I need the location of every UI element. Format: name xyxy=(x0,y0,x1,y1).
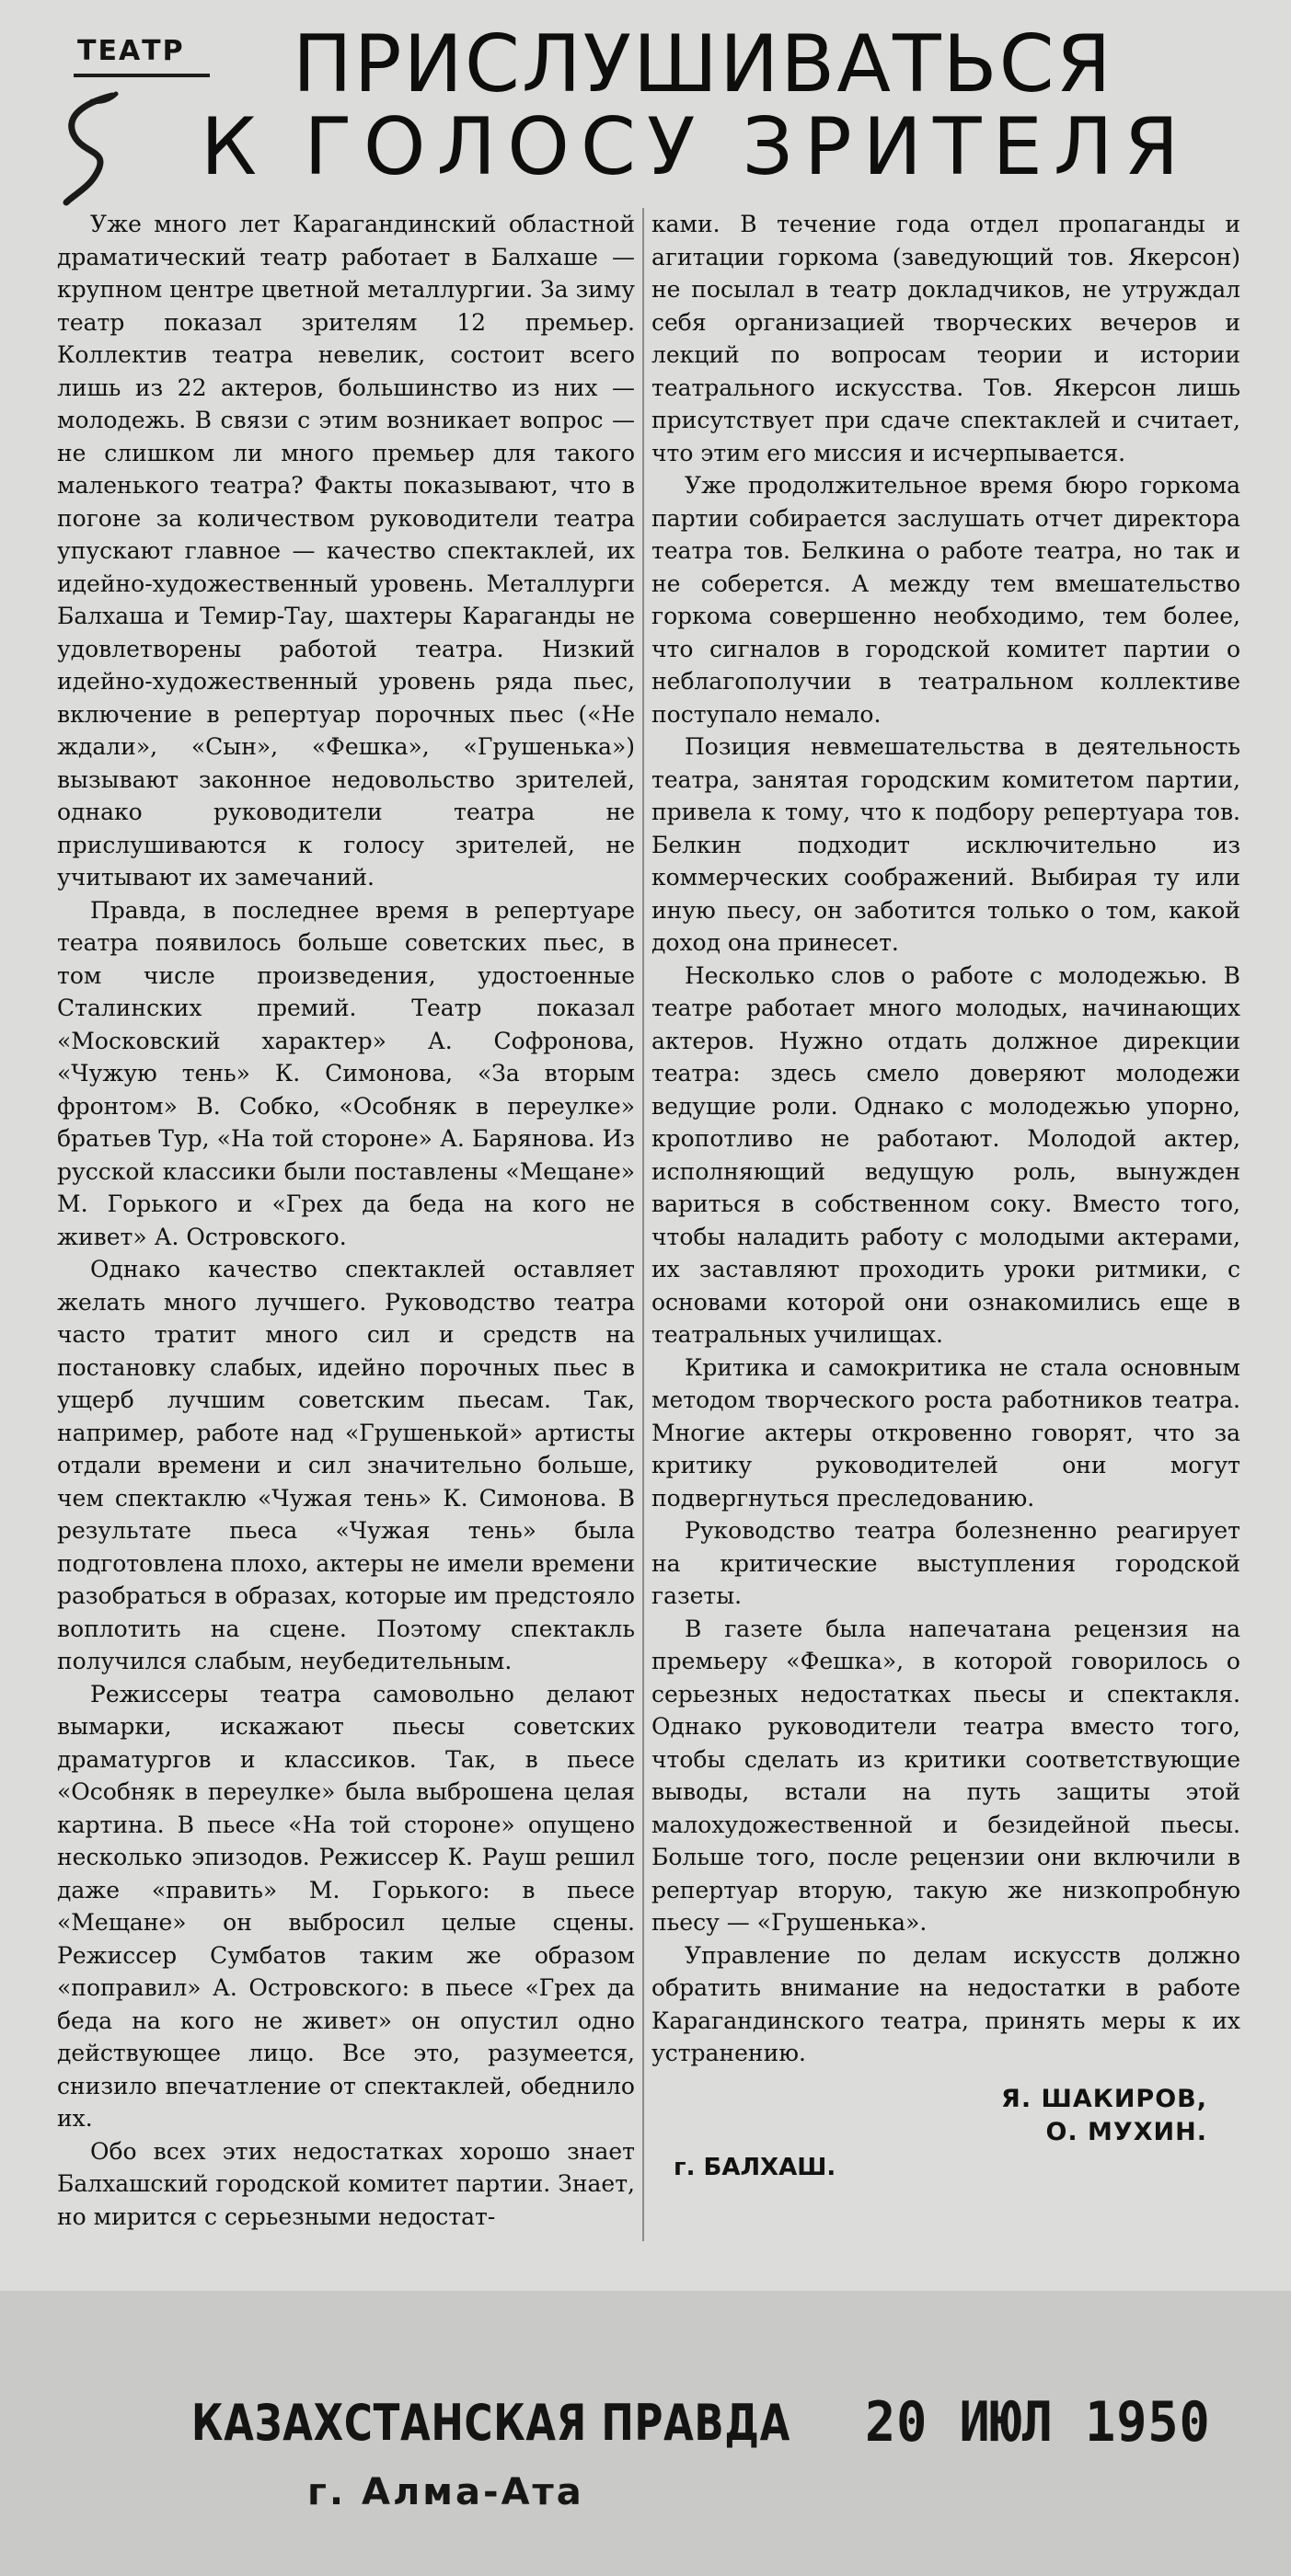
article-paragraph: Уже много лет Карагандинский областной драматический театр работает в Балхаше — крупном центре цветной металлургии. За зиму театр показал зрителям 12 премьер. Коллектив театра невелик, состоит всего лишь из 22 актеров, большинство из них — молодежь. В связи с этим возникает вопрос — не слишком ли много премьер для такого маленького театра? Факты показывают, что в погоне за количеством руководители театра упускают главное — качество спектаклей, их идейно-художественный уровень. Металлурги Балхаша и Темир-Тау, шахтеры Караганды не удовлетворены работой театра. Низкий идейно-художественный уровень ряда пьес, включение в репертуар порочных пьес («Не ждали», «Сын», «Фешка», «Грушенька») вызывают законное недовольство зрителей, однако руководители театра не прислушиваются к голосу зрителей, не учитывают их замечаний. xyxy=(57,211,635,891)
article-column-right xyxy=(651,208,1240,2184)
article-paragraph: Обо всех этих недостатках хорошо знает Балхашский городской комитет партии. Знает, но мирится с серьезными недостат- xyxy=(57,2137,635,2230)
article-paragraph: Однако качество спектаклей оставляет желать много лучшего. Руководство театра часто тратит много сил и средств на постановку слабых, идейно порочных пьес в ущерб лучшим советским пьесам. Так, например, работе над «Грушенькой» артисты отдали времени и сил значительно больше, чем спектаклю «Чужая тень» К. Симонова. В результате пьеса «Чужая тень» была подготовлена плохо, актеры не имели времени разобраться в образах, которые им предстояло воплотить на сцене. Поэтому спектакль получился слабым, неубедительным. xyxy=(57,1256,635,1674)
column-divider xyxy=(642,208,644,2241)
article-paragraph: В газете была напечатана рецензия на премьеру «Фешка», в которой говорилось о серьезных недостатках пьесы и спектакля. Однако руководители театра вместо того, чтобы сделать из критики соответствующие выводы, встали на путь защиты этой малохудожественной и безидейной пьесы. Больше того, после рецензии они включили в репертуар вторую, такую же низкопробную пьесу — «Грушенька». xyxy=(651,1615,1240,1936)
article-column-left xyxy=(57,208,635,2233)
date-stamp: 20 ИЮЛ 1950 xyxy=(865,2390,1211,2455)
article-paragraph: Уже продолжительное время бюро горкома партии собирается заслушать отчет директора театра тов. Белкина о работе театра, но так и не соберется. А между тем вмешательство горкома совершенно необходимо, тем более, что сигналов в городской комитет партии о неблагополучии в театральном коллективе поступало немало. xyxy=(651,472,1240,728)
author-name: Я. ШАКИРОВ, xyxy=(1001,2084,1207,2113)
handwritten-pen-mark xyxy=(55,90,129,210)
rubric-label: ТЕАТР xyxy=(77,35,185,67)
article-paragraph: Режиссеры театра самовольно делают вымарки, искажают пьесы советских драматургов и классиков. Так, в пьесе «Особняк в переулке» была выброшена целая картина. В пьесе «На той стороне» опущено несколько эпизодов. Режиссер К. Рауш решил даже «править» М. Горького: в пьесе «Мещане» он выбросил целые сцены. Режиссер Сумбатов таким же образом «поправил» А. Островского: в пьесе «Грех да беда на кого не живет» он опустил одно действующее лицо. Все это, разумеется, снизило впечатление от спектаклей, обеднило их. xyxy=(57,1680,635,2132)
clipping-footer xyxy=(0,2291,1291,2576)
article-paragraph: Несколько слов о работе с молодежью. В театре работает много молодых, начинающих актеров. Нужно отдать должное дирекции театра: здесь смело доверяют молодежи ведущие роли. Однако с молодежью упорно, кропотливо не работают. Молодой актер, исполняющий ведущую роль, вынужден вариться в собственном соку. Вместо того, чтобы наладить работу с молодыми актерами, их заставляют проходить уроки ритмики, с основами которой они ознакомились еще в театральных училищах. xyxy=(651,961,1240,1348)
article-paragraph: Управление по делам искусств должно обратить внимание на недостатки в работе Карагандинского театра, принять меры к их устранению. xyxy=(651,1941,1240,2066)
article-paragraph: ками. В течение года отдел пропаганды и агитации горкома (заведующий тов. Якерсон) не посылал в театр докладчиков, не утруждал себя организацией творческих вечеров и лекций по вопросам теории и истории театрального искусства. Тов. Якерсон лишь присутствует при сдаче спектаклей и считает, что этим его миссия и исчерпывается. xyxy=(651,211,1240,466)
rubric-underline xyxy=(74,74,210,77)
dateline-place: г. БАЛХАШ. xyxy=(674,2153,836,2181)
author-signature xyxy=(651,2083,1240,2149)
article-paragraph: Правда, в последнее время в репертуаре театра появилось больше советских пьес, в том числе произведения, удостоенные Сталинских премий. Театр показал «Московский характер» А. Софронова, «Чужую тень» К. Симонова, «За вторым фронтом» В. Собко, «Особняк в переулке» братьев Тур, «На той стороне» А. Барянова. Из русской классики были поставлены «Мещане» М. Горького и «Грех да беда на кого не живет» А. Островского. xyxy=(57,896,635,1250)
article-paragraph: Критика и самокритика не стала основным методом творческого роста работников театра. Многие актеры откровенно говорят, что за критику руководителей они могут подвергнуться преследованию. xyxy=(651,1353,1240,1512)
author-name: О. МУХИН. xyxy=(1045,2117,1207,2146)
headline-line-2: К ГОЛОСУ ЗРИТЕЛЯ xyxy=(201,101,1191,193)
article-paragraph: Позиция невмешательства в деятельность театра, занятая городским комитетом партии, привела к тому, что к подбору репертуара тов. Белкин подходит исключительно из коммерческих соображений. Выбирая ту или иную пьесу, он заботится только о том, какой доход она принесет. xyxy=(651,733,1240,956)
article-paragraph: Руководство театра болезненно реагирует на критические выступления городской газеты. xyxy=(651,1517,1240,1609)
newspaper-city-stamp: г. Алма-Ата xyxy=(307,2471,584,2513)
headline-line-1: ПРИСЛУШИВАТЬСЯ xyxy=(293,18,1113,110)
newspaper-name-stamp: КАЗАХСТАНСКАЯ ПРАВДА xyxy=(191,2394,791,2452)
